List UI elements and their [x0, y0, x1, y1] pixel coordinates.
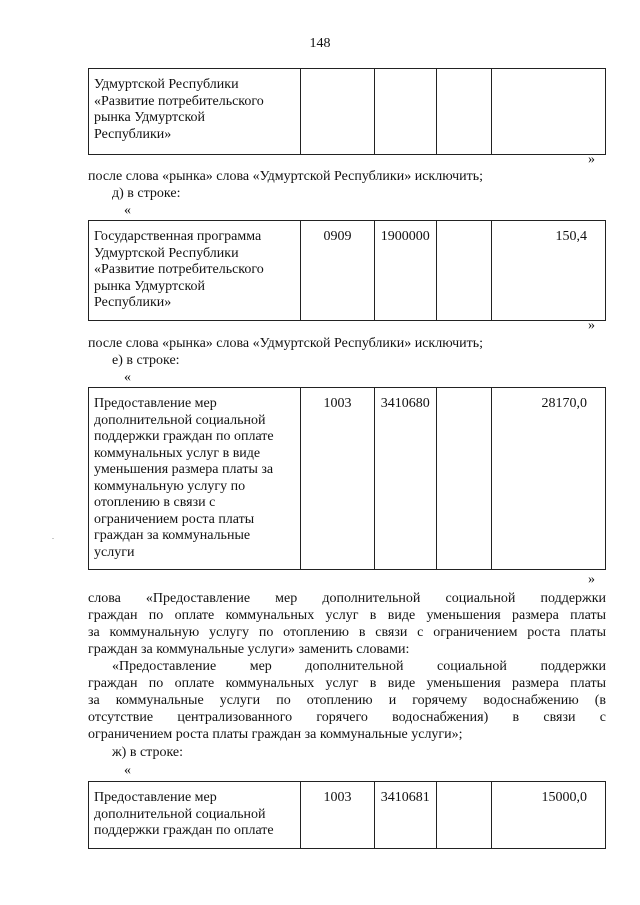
amount-cell: 28170,0	[491, 388, 605, 569]
closing-quote: »	[588, 572, 595, 587]
item-e-heading: е) в строке:	[112, 353, 180, 368]
paragraph-line: слова «Предоставление мер дополнительной социальной поддержки	[88, 591, 606, 606]
target-article-cell: 3410680	[374, 388, 436, 569]
paragraph-line: за коммунальные услуги по отоплению и горячему водоснабжению (в	[88, 693, 606, 708]
section-cell: 1003	[300, 388, 374, 569]
paragraph-line: граждан за коммунальные услуги» заменить словами:	[88, 642, 410, 657]
target-article-cell	[374, 69, 436, 154]
expense-type-cell	[436, 69, 492, 154]
instruction-text: после слова «рынка» слова «Удмуртской Республики» исключить;	[88, 336, 484, 351]
paragraph-line: граждан по оплате коммунальных услуг в виде уменьшения размера платы	[88, 608, 606, 623]
closing-quote: »	[588, 318, 595, 333]
row-name-cell: Удмуртской Республики «Развитие потребительского рынка Удмуртской Республики»	[94, 77, 264, 142]
expense-type-cell	[436, 221, 492, 320]
expense-type-cell	[436, 388, 492, 569]
target-article-cell: 1900000	[374, 221, 436, 320]
opening-quote: «	[124, 203, 131, 218]
paragraph-line: за коммунальную услугу по отоплению в связи с ограничением роста платы	[88, 625, 606, 640]
row-name-cell: Государственная программа Удмуртской Республики «Развитие потребительского рынка Удмуртской Республики»	[94, 229, 264, 310]
closing-quote: »	[588, 152, 595, 167]
section-cell: 1003	[300, 782, 374, 848]
amount-cell	[491, 69, 605, 154]
paragraph-line: «Предоставление мер дополнительной социальной поддержки	[112, 659, 606, 674]
opening-quote: «	[124, 370, 131, 385]
budget-table-row-2	[88, 220, 606, 321]
section-cell	[300, 69, 374, 154]
target-article-cell: 3410681	[374, 782, 436, 848]
paragraph-line: отсутствие централизованного горячего водоснабжения) в связи с	[88, 710, 606, 725]
item-d-heading: д) в строке:	[112, 186, 181, 201]
instruction-text: после слова «рынка» слова «Удмуртской Республики» исключить;	[88, 169, 484, 184]
budget-table-row-4	[88, 781, 606, 849]
amount-cell: 150,4	[491, 221, 605, 320]
paragraph-line: граждан по оплате коммунальных услуг в виде уменьшения размера платы	[88, 676, 606, 691]
item-zh-heading: ж) в строке:	[112, 745, 184, 760]
budget-table-row-1	[88, 68, 606, 155]
margin-mark: .	[52, 532, 54, 541]
row-name-cell: Предоставление мер дополнительной социальной поддержки граждан по оплате	[94, 790, 274, 838]
budget-table-row-3	[88, 387, 606, 570]
opening-quote: «	[124, 763, 131, 778]
paragraph-line: ограничением роста платы граждан за коммунальные услуги»;	[88, 727, 463, 742]
page-number: 148	[309, 36, 331, 51]
section-cell: 0909	[300, 221, 374, 320]
amount-cell: 15000,0	[491, 782, 605, 848]
row-name-cell: Предоставление мер дополнительной социальной поддержки граждан по оплате коммунальных услуг в виде уменьшения размера платы за коммунальную услугу по отоплению в связи с ограничением роста платы граждан за коммунальные услуги	[94, 396, 274, 560]
expense-type-cell	[436, 782, 492, 848]
